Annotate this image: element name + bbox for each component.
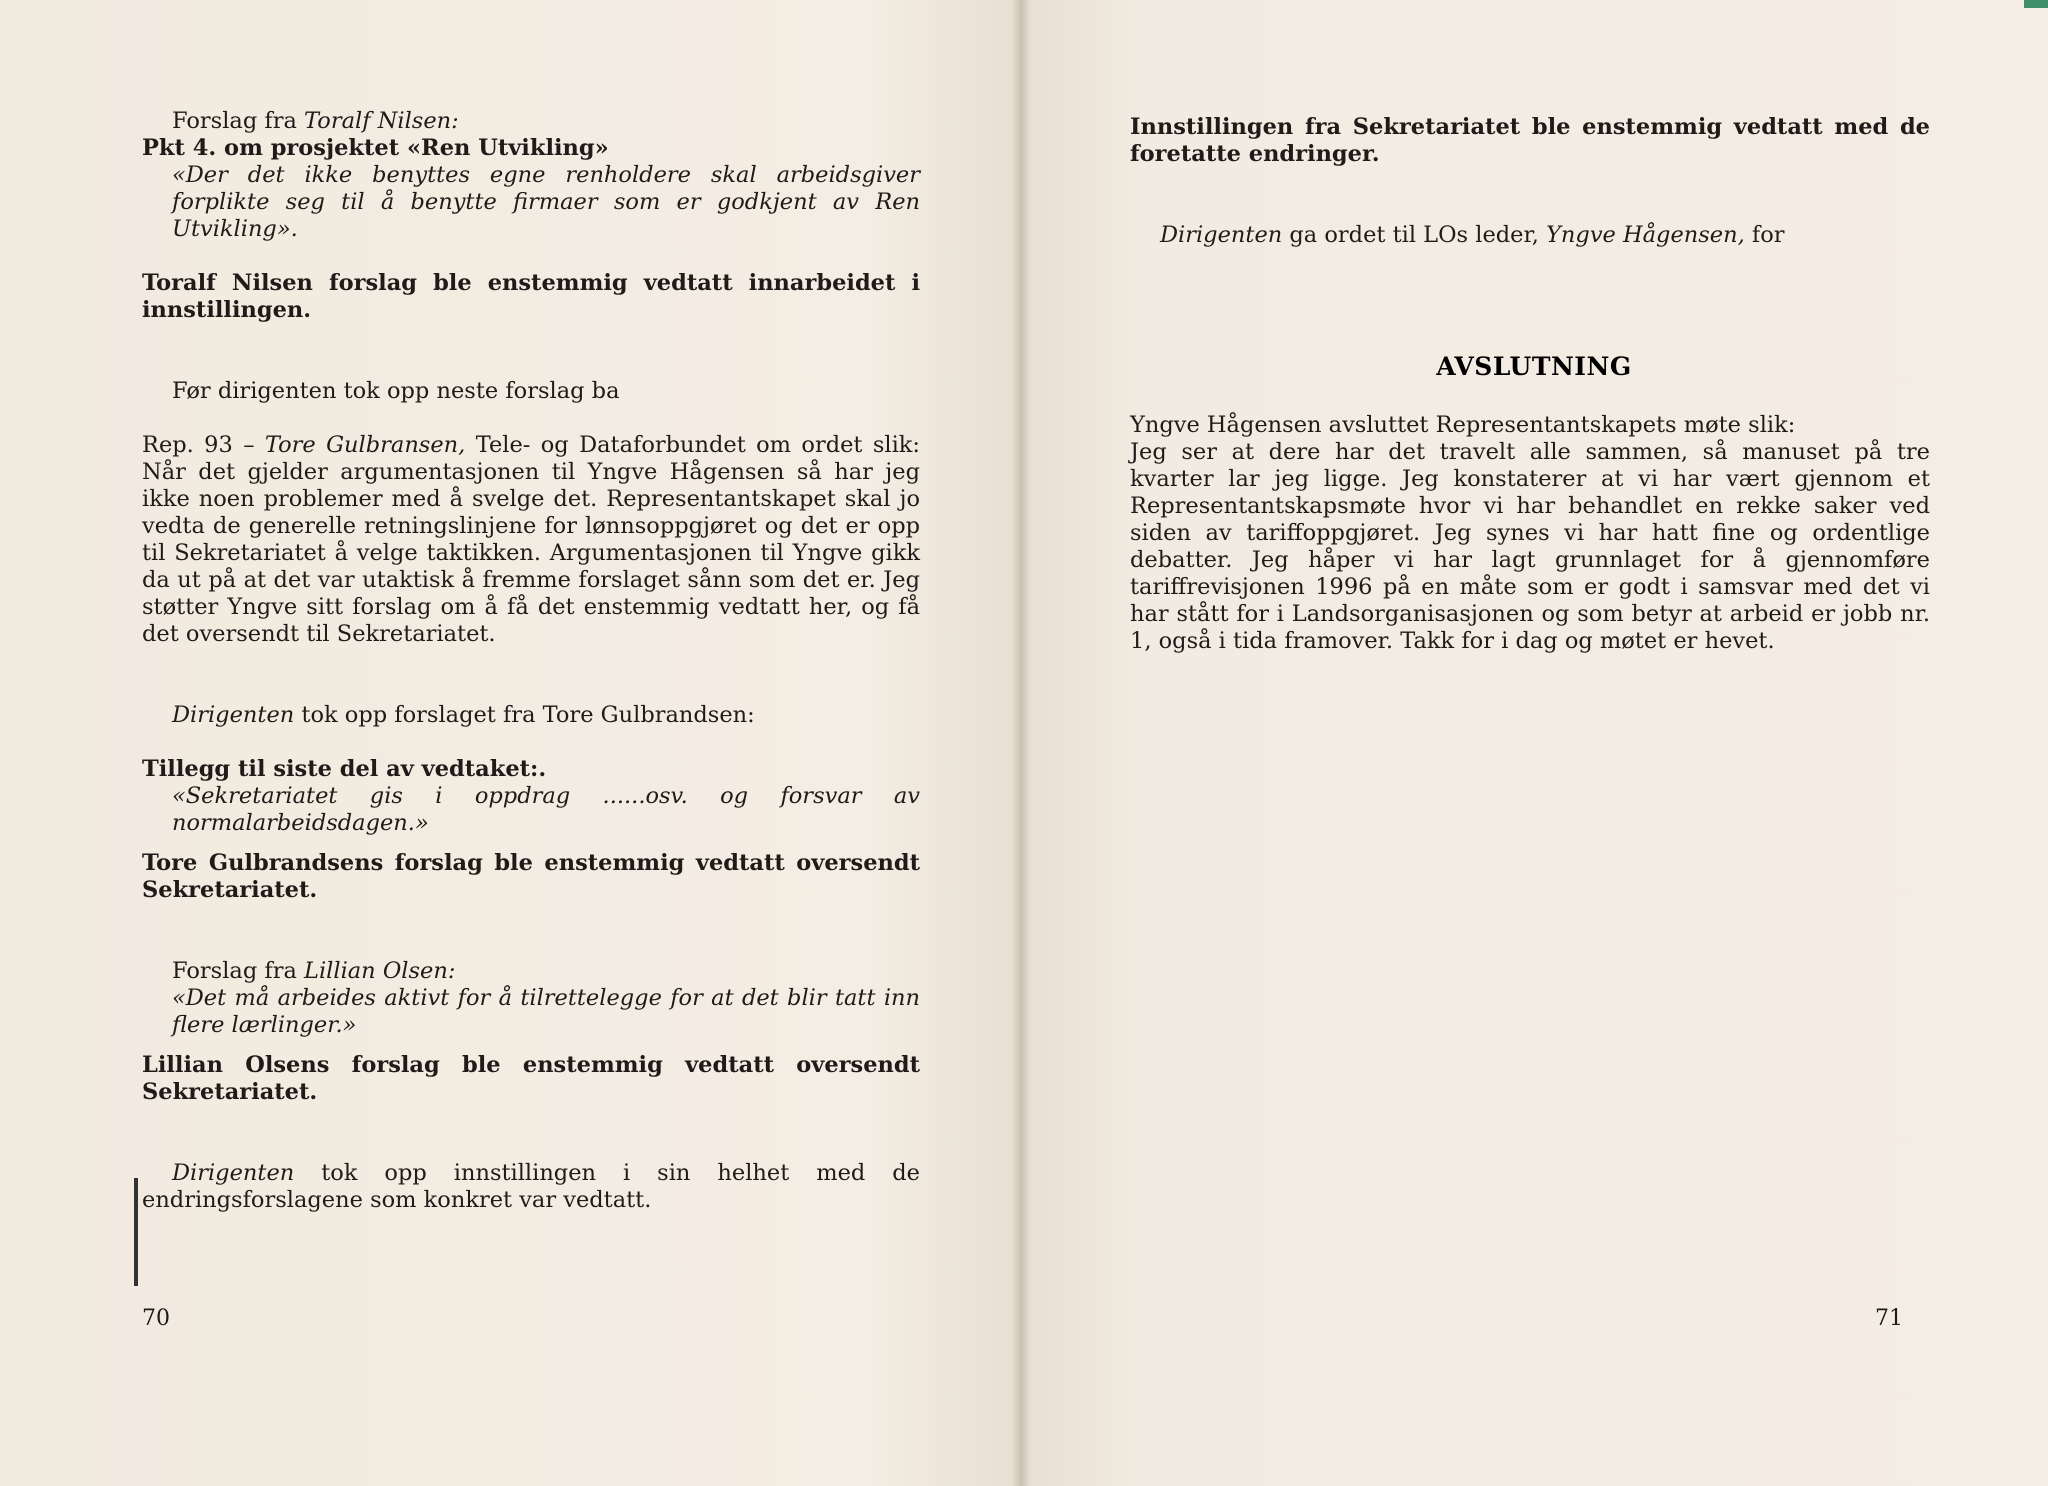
result-lillian: Lillian Olsens forslag ble enstemmig vedtatt oversendt Sekretariatet. — [142, 1052, 920, 1105]
closing-speech — [1130, 412, 1930, 655]
dirigenten-hagensen: Dirigenten ga ordet til LOs leder, Yngve Hågensen, for — [1160, 222, 1785, 248]
right-page — [1020, 0, 2048, 1486]
quote-sekretariatet: «Sekretariatet gis i oppdrag ......osv. og forsvar av normalarbeidsdagen.» — [172, 783, 920, 836]
dirigenten-innstillingen: Dirigenten tok opp innstillingen i sin helhet med de endringsforslagene som konkret var vedtatt. — [142, 1160, 920, 1213]
closing-intro: Yngve Hågensen avsluttet Representantskapets møte slik: — [1130, 412, 1796, 438]
section-heading-avslutning: AVSLUTNING — [1436, 352, 1632, 381]
quote-laerlinger: «Det må arbeides aktivt for å tilrettelegge for at det blir tatt inn flere lærlinger.» — [172, 985, 920, 1038]
result-toralf: Toralf Nilsen forslag ble enstemmig vedtatt innarbeidet i innstillingen. — [142, 270, 920, 323]
tillegg-heading: Tillegg til siste del av vedtaket:. — [142, 756, 547, 782]
left-page — [0, 0, 1020, 1486]
result-innstillingen: Innstillingen fra Sekretariatet ble enstemmig vedtatt med de foretatte endringer. — [1130, 114, 1930, 167]
right-page-content — [1130, 114, 1930, 249]
proposal-lillian-heading: Forslag fra Lillian Olsen: — [172, 958, 456, 984]
proposal-toralf-heading: Forslag fra Toralf Nilsen: — [172, 108, 459, 134]
page-number-right: 71 — [1875, 1306, 1903, 1331]
quote-ren-utvikling: «Der det ikke benyttes egne renholdere skal arbeidsgiver forplikte seg til å benytte firmaer som er godkjent av Ren Utvikling». — [172, 162, 920, 242]
rep93-statement: Rep. 93 – Tore Gulbransen, Tele- og Dataforbundet om ordet slik: Når det gjelder argumentasjonen til Yngve Hågensen så har jeg ikke noen problemer med å svelge det. Representantskapet skal jo vedta de generelle retningslinjene for lønnsoppgjøret og det er opp til Sekretariatet å velge taktikken. Argumentasjonen til Yngve gikk da ut på at det var utaktisk å fremme forslaget sånn som det er. Jeg støtter Yngve sitt forslag om å få det enstemmig vedtatt her, og få det oversendt til Sekretariatet. — [142, 432, 920, 647]
pkt4-heading: Pkt 4. om prosjektet «Ren Utvikling» — [142, 135, 609, 161]
left-page-content — [142, 108, 920, 1214]
margin-mark — [134, 1178, 138, 1286]
closing-text: Jeg ser at dere har det travelt alle sammen, så manuset på tre kvarter lar jeg ligge. Jeg konstaterer at vi har vært gjennom et Representantskapsmøte hvor vi har behandlet en rekke saker ved siden av tariffoppgjøret. Jeg synes vi har hatt fine og ordentlige debatter. Jeg håper vi har lagt grunnlaget for å gjennomføre tariffrevisjonen 1996 på en måte som er godt i samsvar med det vi har stått for i Landsorganisasjonen og som betyr at arbeid er jobb nr. 1, også i tida framover. Takk for i dag og møtet er hevet. — [1130, 439, 1930, 654]
dirigenten-gulbrandsen: Dirigenten tok opp forslaget fra Tore Gulbrandsen: — [172, 702, 755, 728]
result-gulbrandsen: Tore Gulbrandsens forslag ble enstemmig vedtatt oversendt Sekretariatet. — [142, 850, 920, 903]
paragraph-before-next: Før dirigenten tok opp neste forslag ba — [172, 378, 620, 404]
book-gutter — [1012, 0, 1030, 1486]
page-number-left: 70 — [142, 1306, 170, 1331]
corner-tab — [2024, 0, 2048, 8]
